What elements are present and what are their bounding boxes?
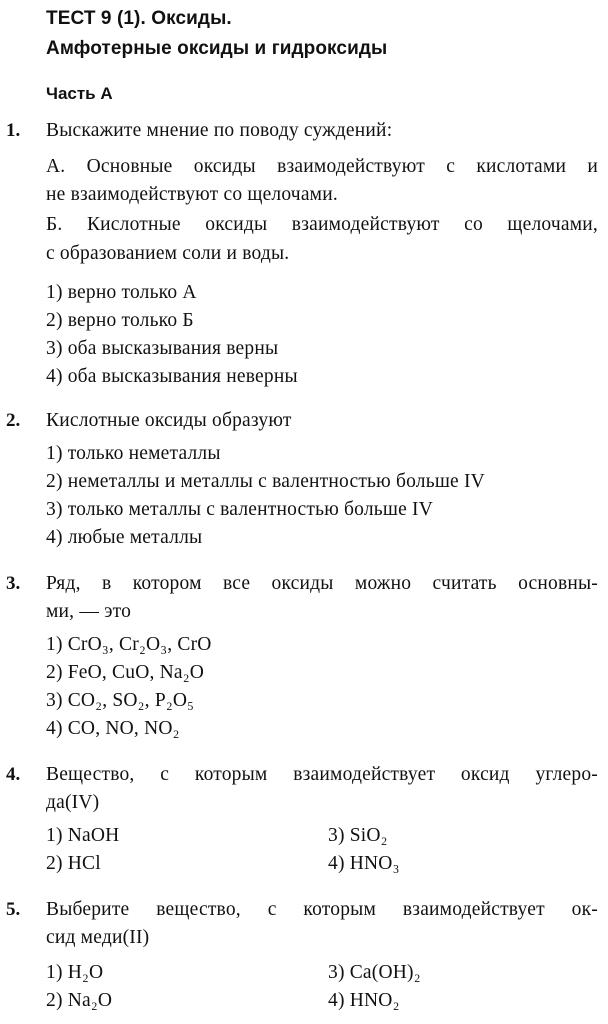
question-text: Вещество, с которым взаимодействует оксид углеро- [46, 764, 598, 785]
answer-option: 4) CO, NO, NO₂ [46, 718, 180, 739]
question-text: ми, — это [46, 601, 132, 622]
answer-option: 3) CO₂, SO₂, P₂O₅ [46, 690, 195, 711]
answer-option: 3) SiO₂ [328, 825, 388, 846]
answer-option: 4) оба высказывания неверны [46, 366, 298, 387]
question-text: с образованием соли и воды. [46, 243, 290, 264]
question-text: Выберите вещество, с которым взаимодействует ок- [46, 899, 598, 920]
question-number: 5. [6, 899, 21, 920]
question-number: 1. [6, 120, 21, 141]
answer-option: 1) только неметаллы [46, 443, 221, 464]
answer-option: 3) оба высказывания верны [46, 338, 279, 359]
page-title: ТЕСТ 9 (1). Оксиды. [46, 8, 232, 29]
question-text: Кислотные оксиды образуют [46, 410, 292, 431]
question-text: Выскажите мнение по поводу суждений: [46, 120, 393, 141]
question-text: А. Основные оксиды взаимодействуют с кислотами и [46, 156, 598, 177]
answer-option: 4) HNO₃ [328, 853, 400, 874]
question-text: не взаимодействуют со щелочами. [46, 184, 338, 205]
question-text: Ряд, в котором все оксиды можно считать основны- [46, 573, 598, 594]
answer-option: 2) FeO, CuO, Na₂O [46, 662, 205, 683]
question-number: 2. [6, 410, 21, 431]
answer-option: 2) HCl [46, 853, 101, 874]
answer-option: 3) Ca(OH)₂ [328, 962, 421, 983]
question-number: 3. [6, 573, 21, 594]
answer-option: 4) HNO₂ [328, 990, 400, 1011]
question-number: 4. [6, 764, 21, 785]
part-heading: Часть А [46, 84, 113, 103]
answer-option: 2) неметаллы и металлы с валентностью больше IV [46, 471, 485, 492]
answer-option: 1) H₂O [46, 962, 104, 983]
page-subtitle: Амфотерные оксиды и гидроксиды [46, 38, 388, 59]
answer-option: 1) NaOH [46, 825, 120, 846]
answer-option: 1) CrO₃, Cr₂O₃, CrO [46, 634, 212, 655]
question-text: сид меди(II) [46, 927, 150, 948]
question-text: Б. Кислотные оксиды взаимодействуют со щелочами, [46, 214, 598, 235]
answer-option: 3) только металлы с валентностью больше IV [46, 499, 434, 520]
answer-option: 1) верно только А [46, 282, 197, 303]
answer-option: 2) верно только Б [46, 310, 194, 331]
answer-option: 2) Na₂O [46, 990, 113, 1011]
question-text: да(IV) [46, 792, 100, 813]
answer-option: 4) любые металлы [46, 527, 203, 548]
